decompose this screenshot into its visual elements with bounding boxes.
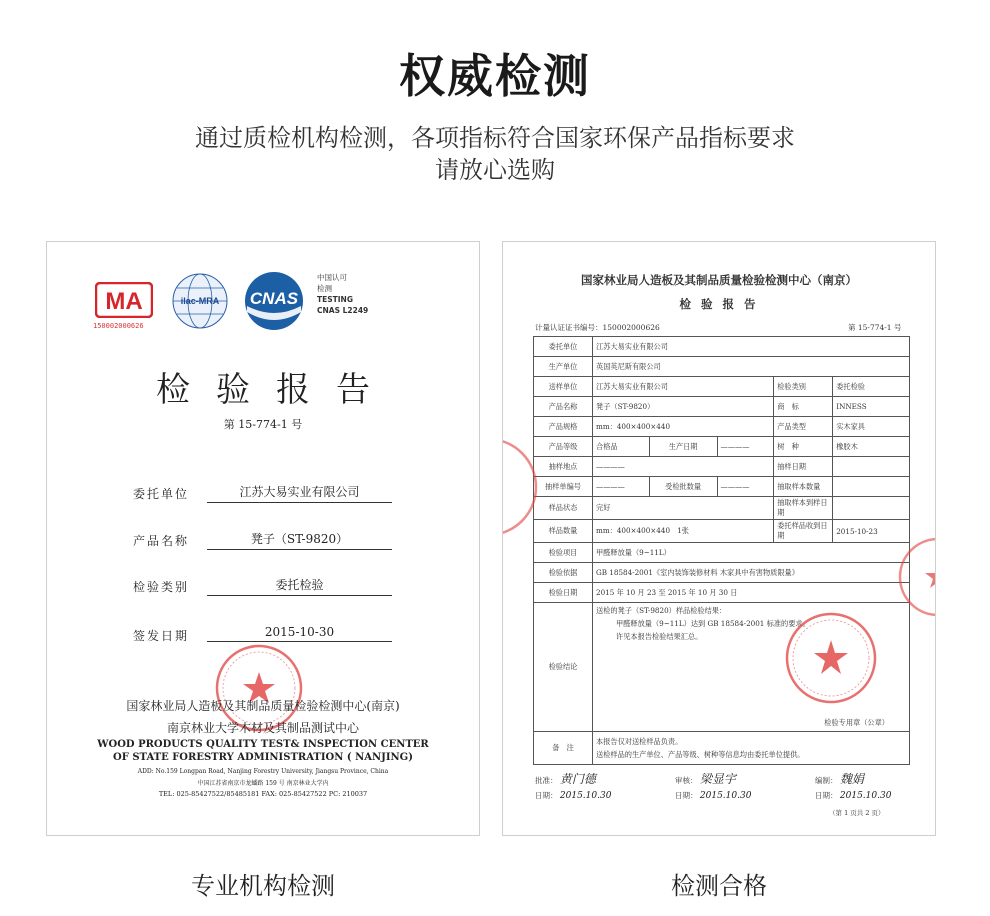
approve-date-block	[535, 790, 611, 801]
note-line-2: 送检样品的生产单位、产品等级、树种等信息均由委托单位提供。	[596, 749, 805, 759]
org-address-cn: 中国江苏省南京市龙蟠路 159 号 南京林业大学内	[197, 780, 329, 787]
inspection-report-detail	[502, 241, 936, 836]
ma-logo-text: MA	[105, 288, 143, 315]
org-address-en: ADD: No.159 Longpan Road, Nanjing Forestry University, Jiangsu Province, China	[137, 768, 389, 775]
cell-value	[833, 497, 910, 520]
cell-value: 2015 年 10 月 23 至 2015 年 10 月 30 日	[593, 583, 910, 603]
cell-key: 备 注	[534, 732, 593, 765]
note-cell	[593, 732, 910, 765]
cnas-logo-icon	[241, 270, 307, 332]
caption-left: 专业机构检测	[191, 872, 335, 900]
field-value-product: 凳子（ST-9820）	[207, 530, 392, 550]
cell-key: 样品数量	[534, 520, 593, 543]
cell-key: 商 标	[774, 397, 833, 417]
cell-key: 产品规格	[534, 417, 593, 437]
detail-page-number: 第 15-774-1 号	[848, 323, 902, 332]
field-value-client: 江苏大易实业有限公司	[207, 483, 392, 503]
field-label-product: 产品名称	[133, 534, 190, 548]
edit-date-label: 日期：	[815, 791, 838, 800]
cell-key: 抽样日期	[774, 457, 833, 477]
red-seal-edge-icon	[502, 432, 543, 542]
ma-logo-icon	[95, 282, 153, 318]
red-seal-icon	[783, 610, 879, 706]
edit-block	[815, 770, 864, 787]
review-label: 审核：	[675, 776, 698, 785]
cell-key: 产品名称	[534, 397, 593, 417]
table-row	[534, 583, 910, 603]
cell-key: 检验结论	[534, 603, 593, 732]
table-row	[534, 520, 910, 543]
cell-value	[833, 477, 910, 497]
logo-row	[95, 272, 425, 332]
table-row	[534, 437, 910, 457]
org-contact: TEL: 025-85427522/85485181 FAX: 025-85427522 PC: 210037	[158, 790, 368, 798]
cell-key: 样品状态	[534, 497, 593, 520]
cell-value: 江苏大易实业有限公司	[593, 337, 910, 357]
table-row	[534, 477, 910, 497]
field-value-category: 委托检验	[207, 576, 392, 596]
cell-key: 检验类别	[774, 377, 833, 397]
subtitle-line-2: 请放心选购	[435, 156, 555, 184]
cell-value: 江苏大易实业有限公司	[593, 377, 774, 397]
cell-key: 生产日期	[649, 437, 717, 457]
cell-key: 检验项目	[534, 543, 593, 563]
cell-key: 产品类型	[774, 417, 833, 437]
subtitle-line-1: 通过质检机构检测，各项指标符合国家环保产品指标要求	[195, 124, 795, 152]
detail-heading: 国家林业局人造板及其制品质量检验检测中心（南京）	[581, 273, 857, 287]
org-name-en-1: WOOD PRODUCTS QUALITY TEST& INSPECTION CENTER	[97, 739, 429, 750]
review-date-block	[675, 790, 751, 801]
detail-subheading: 检 验 报 告	[679, 297, 759, 311]
table-row	[534, 377, 910, 397]
red-seal-edge-icon	[893, 532, 936, 622]
cell-value: 实木家具	[833, 417, 910, 437]
cell-value: 完好	[593, 497, 774, 520]
table-row	[534, 543, 910, 563]
cell-key: 委托单位	[534, 337, 593, 357]
cell-value: 甲醛释放量（9~11L）	[593, 543, 910, 563]
edit-label: 编制：	[815, 776, 838, 785]
cell-value: mm：400×400×440	[593, 417, 774, 437]
table-row	[534, 397, 910, 417]
note-line-1: 本报告仅对送检样品负责。	[596, 736, 683, 746]
cell-value: ————	[593, 477, 650, 497]
review-block	[675, 770, 736, 787]
cell-value	[833, 457, 910, 477]
approve-date-label: 日期：	[535, 791, 558, 800]
cell-key: 检验依据	[534, 563, 593, 583]
table-row	[534, 497, 910, 520]
table-row	[534, 417, 910, 437]
ilac-logo-icon	[171, 272, 229, 330]
table-row	[534, 357, 910, 377]
cnas-line-4: CNAS L2249	[317, 306, 369, 315]
cell-value: ————	[717, 477, 774, 497]
cell-value: 合格品	[593, 437, 650, 457]
cell-key: 受检批数量	[649, 477, 717, 497]
cell-key: 抽取样本到样日期	[774, 497, 833, 520]
report-number: 第 15-774-1 号	[223, 418, 303, 431]
cell-value: 委托检验	[833, 377, 910, 397]
caption-right: 检测合格	[671, 872, 767, 900]
cell-value: 橡胶木	[833, 437, 910, 457]
table-row	[534, 563, 910, 583]
cnas-logo-text: CNAS	[249, 289, 299, 308]
review-signature: 梁显宇	[699, 772, 736, 786]
cell-value: 2015-10-23	[833, 520, 910, 543]
conclusion-line-2: 甲醛释放量（9~11L）达到 GB 18584-2001 标准的要求。	[616, 619, 810, 628]
cnas-accreditation-text	[317, 272, 368, 316]
review-date: 2015.10.30	[699, 791, 752, 801]
page-title: 权威检测	[399, 49, 591, 103]
cell-value: mm：400×400×440 1张	[593, 520, 774, 543]
ilac-logo-text: ilac-MRA	[180, 296, 220, 306]
org-name-en-2: OF STATE FORESTRY ADMINISTRATION ( NANJING)	[113, 752, 413, 763]
edit-date: 2015.10.30	[839, 791, 892, 801]
cell-value: GB 18584-2001《室内装饰装修材料 木家具中有害物质限量》	[593, 563, 910, 583]
ma-number: 150002000626	[93, 322, 144, 330]
review-date-label: 日期：	[675, 791, 698, 800]
cert-number: 计量认证证书编号：150002000626	[535, 323, 660, 332]
cell-value: ————	[593, 457, 774, 477]
edit-signature: 魏娟	[839, 772, 864, 786]
report-title: 检验报告	[156, 370, 396, 410]
cell-key: 抽样单编号	[534, 477, 593, 497]
cell-key: 抽样地点	[534, 457, 593, 477]
approve-date: 2015.10.30	[559, 791, 612, 801]
cell-key: 生产单位	[534, 357, 593, 377]
field-value-date: 2015-10-30	[207, 625, 392, 642]
inspection-report-cover	[46, 241, 480, 836]
page-count: （第 1 页共 2 页）	[829, 809, 885, 817]
edit-date-block	[815, 790, 891, 801]
conclusion-line-1: 送检的凳子（ST-9820）样品检验结果：	[596, 606, 727, 615]
org-name-cn: 国家林业局人造板及其制品质量检验检测中心(南京)	[126, 699, 400, 713]
field-label-category: 检验类别	[133, 580, 190, 594]
cell-key: 送样单位	[534, 377, 593, 397]
approve-signature: 黄门德	[559, 772, 596, 786]
field-label-client: 委托单位	[133, 487, 190, 501]
cell-key: 委托样品收到日期	[774, 520, 833, 543]
cnas-line-2: 检测	[317, 284, 332, 293]
approve-block	[535, 770, 596, 787]
table-row	[534, 337, 910, 357]
cell-value: INNESS	[833, 397, 910, 417]
cell-key: 检验日期	[534, 583, 593, 603]
field-label-date: 签发日期	[133, 629, 190, 643]
cell-value: 凳子（ST-9820）	[593, 397, 774, 417]
cell-key: 抽取样本数量	[774, 477, 833, 497]
table-row	[534, 457, 910, 477]
table-row	[534, 732, 910, 765]
cell-key: 产品等级	[534, 437, 593, 457]
approve-label: 批准：	[535, 776, 558, 785]
cell-key: 树 种	[774, 437, 833, 457]
org-name-cn-2: 南京林业大学木材及其制品测试中心	[166, 721, 359, 735]
cnas-line-3: TESTING	[317, 295, 353, 304]
cell-value: ————	[717, 437, 774, 457]
cnas-line-1: 中国认可	[317, 273, 347, 282]
conclusion-line-3: 许见本报告检验结果汇总。	[616, 632, 703, 641]
conclusion-stamp-label: 检验专用章（公章）	[824, 718, 889, 727]
cell-value: 英国英尼斯有限公司	[593, 357, 910, 377]
